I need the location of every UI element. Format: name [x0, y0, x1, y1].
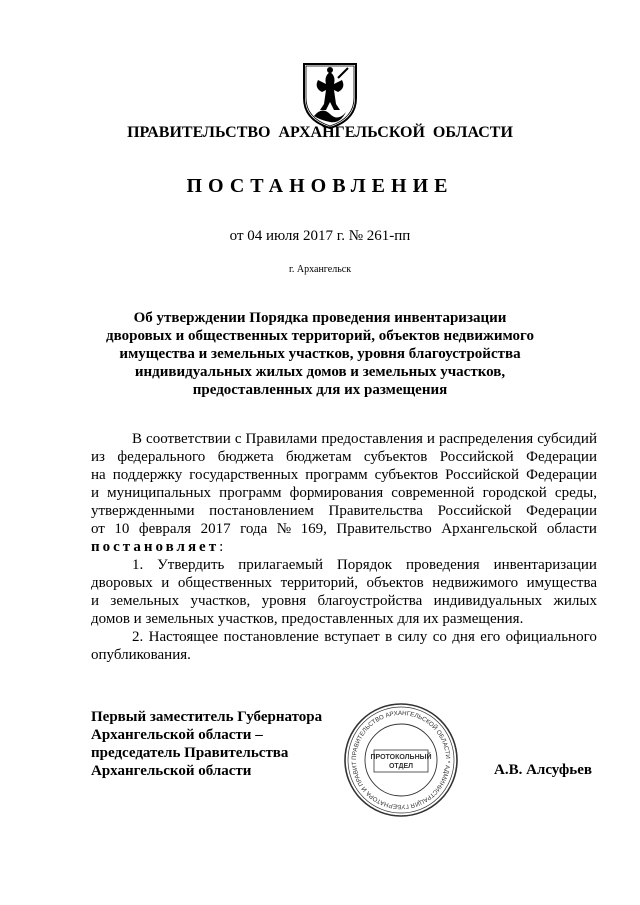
body-line: [91, 574, 597, 592]
word: официального: [505, 629, 597, 645]
word: Порядок: [336, 557, 393, 573]
title-line: имущества и земельных участков, уровня благоустройства: [119, 346, 521, 362]
word: и: [426, 431, 435, 447]
stamp-ring-text: ПРАВИТЕЛЬСТВО АРХАНГЕЛЬСКОЙ ОБЛАСТИ * АДМИНИСТРАЦИЯ ГУБЕРНАТОРА И ПРАВИТ: [350, 709, 452, 811]
document-title: [80, 309, 560, 399]
word: февраля: [138, 521, 192, 537]
coat-of-arms-icon: [300, 58, 360, 130]
stamp-center-line2: ОТДЕЛ: [388, 763, 414, 770]
body-line: [91, 430, 597, 448]
body-line: [91, 520, 597, 538]
word: бюджетам: [286, 449, 352, 465]
word: муниципальных: [107, 485, 212, 501]
body-line: [91, 466, 597, 484]
word: благоустройства: [317, 593, 423, 609]
word: со: [432, 629, 447, 645]
word: дня: [452, 629, 475, 645]
word: Настоящее: [148, 629, 219, 645]
stamp-center-line1: ПРОТОКОЛЬНЫЙ: [370, 754, 432, 761]
word: общественных: [177, 575, 273, 591]
word: на: [91, 467, 106, 483]
signatory-name: А.В. Алсуфьев: [494, 762, 592, 778]
word: утвержденными: [91, 503, 195, 519]
word: с: [234, 431, 242, 447]
word: современной: [391, 485, 475, 501]
word: и: [91, 485, 100, 501]
word: бюджета: [217, 449, 274, 465]
position-line: Архангельской области: [91, 763, 252, 779]
word: Федерации: [526, 503, 597, 519]
body-line: [91, 628, 597, 646]
title-line: индивидуальных жилых домов и земельных участков,: [134, 364, 506, 380]
body-line: [91, 502, 597, 520]
word: 1.: [132, 557, 144, 573]
word: государственных: [189, 467, 299, 483]
word: 2.: [132, 629, 144, 645]
signatory-position: [91, 708, 322, 780]
word: программ: [305, 467, 368, 483]
word: его: [480, 629, 501, 645]
word: жилых: [553, 593, 597, 609]
word: земельных: [110, 593, 180, 609]
word: федерального: [117, 449, 206, 465]
word: недвижимого: [432, 575, 519, 591]
position-line: председатель Правительства: [91, 745, 289, 761]
word: участков,: [190, 593, 251, 609]
position-line: Первый заместитель Губернатора: [91, 709, 323, 725]
word: В: [132, 431, 143, 447]
word: Российской: [437, 503, 512, 519]
word: Правительство: [336, 521, 432, 537]
word: Архангельской: [441, 521, 538, 537]
word: инвентаризации: [493, 557, 597, 573]
document-body: [91, 430, 597, 664]
title-line: Об утверждении Порядка проведения инвентаризации: [133, 310, 507, 326]
word: среды,: [554, 485, 597, 501]
word: из: [91, 449, 105, 465]
body-line: [91, 592, 597, 610]
body-line: [91, 538, 597, 556]
body-line: [91, 448, 597, 466]
word: территорий,: [280, 575, 358, 591]
word: и: [161, 575, 170, 591]
word: 10: [114, 521, 130, 537]
word: поддержку: [112, 467, 183, 483]
word: Российской: [445, 467, 520, 483]
word: 169,: [300, 521, 327, 537]
word: Утвердить: [157, 557, 225, 573]
word: от: [91, 521, 105, 537]
document-type: ПОСТАНОВЛЕНИЕ: [186, 175, 454, 197]
word: прилагаемый: [238, 557, 324, 573]
word: года: [240, 521, 268, 537]
word: субсидий: [537, 431, 597, 447]
word: предоставления: [321, 431, 423, 447]
word: объектов: [366, 575, 424, 591]
word: индивидуальных: [433, 593, 543, 609]
word: Федерации: [526, 449, 597, 465]
word: проведения: [405, 557, 480, 573]
word: формирования: [289, 485, 384, 501]
word: области: [546, 521, 597, 537]
word: в: [385, 629, 393, 645]
resolves-word: постановляет: [91, 539, 220, 555]
body-line: [91, 610, 597, 628]
word: постановление: [223, 629, 319, 645]
word: субъектов: [363, 449, 428, 465]
word: №: [276, 521, 292, 537]
word: распределения: [438, 431, 534, 447]
word: постановлением: [209, 503, 314, 519]
word: и: [91, 593, 100, 609]
word: 2017: [200, 521, 231, 537]
body-line-text: опубликования.: [91, 647, 191, 663]
word: соответствии: [146, 431, 231, 447]
government-name: ПРАВИТЕЛЬСТВО АРХАНГЕЛЬСКОЙ ОБЛАСТИ: [127, 124, 513, 141]
word: Правительства: [328, 503, 423, 519]
body-line: [91, 484, 597, 502]
official-stamp: [341, 700, 461, 820]
word: уровня: [261, 593, 307, 609]
date-number: от 04 июля 2017 г. № 261-пп: [229, 228, 411, 244]
word: городской: [482, 485, 547, 501]
word: дворовых: [91, 575, 153, 591]
word: Правилами: [245, 431, 318, 447]
word: имущества: [526, 575, 597, 591]
body-line: [91, 556, 597, 574]
word: силу: [397, 629, 428, 645]
body-line-text: домов и земельных участков, предоставленных для их размещения.: [91, 611, 524, 627]
body-line: [91, 646, 597, 664]
title-line: дворовых и общественных территорий, объектов недвижимого: [106, 328, 534, 344]
word: программ: [219, 485, 282, 501]
position-line: Архангельской области –: [91, 727, 263, 743]
word: Федерации: [526, 467, 597, 483]
word: вступает: [324, 629, 380, 645]
word: Российской: [439, 449, 514, 465]
word: субъектов: [374, 467, 439, 483]
city: г. Архангельск: [288, 264, 352, 275]
title-line: предоставленных для их размещения: [192, 382, 448, 398]
resolves-colon: :: [219, 539, 224, 555]
